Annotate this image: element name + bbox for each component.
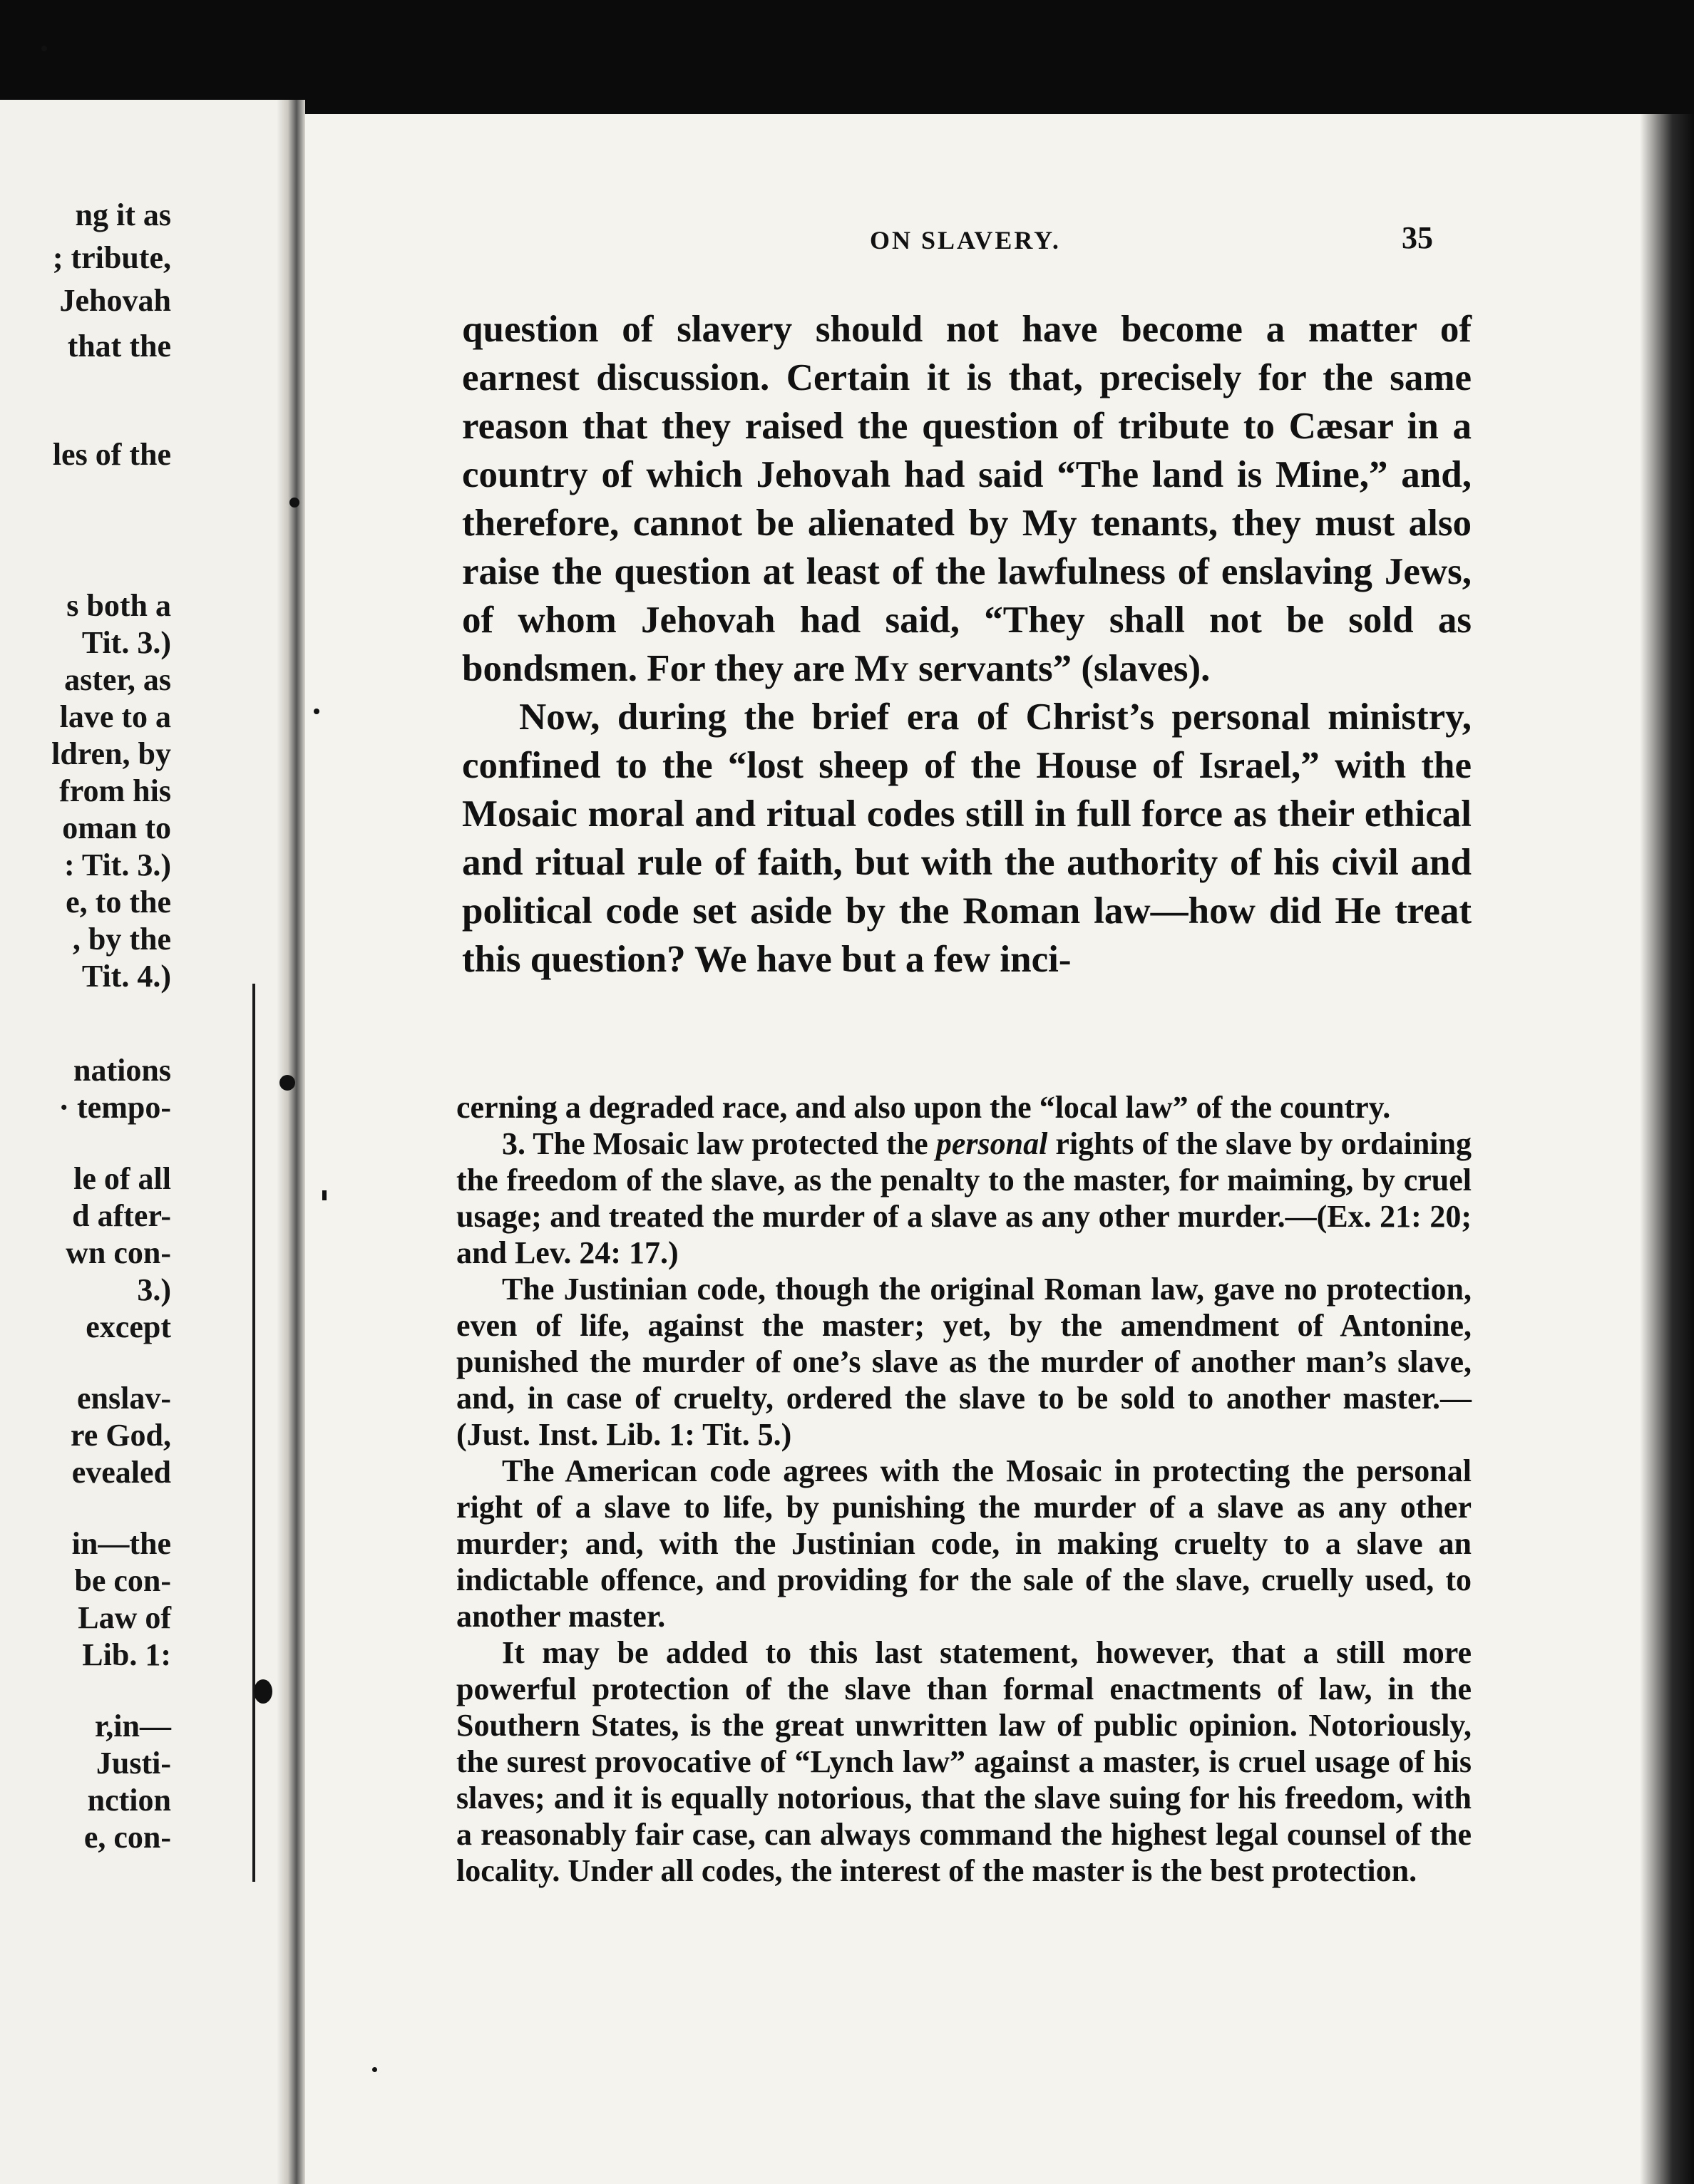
left-page-text-fragment: aster, as: [64, 662, 171, 697]
left-page-text-fragment: r,in—: [94, 1709, 171, 1743]
footnote-paragraph: The Justinian code, though the original Roman law, gave no protection, even of life, against the master; yet, by the amendment of Antonine, punished the murder of one’s slave as the murder of another man’s slave, and, in case of cruelty, ordered the slave to be sold to another master.—(Just. Inst. Lib. 1: Tit. 5.): [456, 1272, 1472, 1452]
left-page-text-fragment: nction: [87, 1783, 171, 1818]
left-page-text-fragment: oman to: [62, 810, 171, 845]
footnote-block: [456, 1089, 1472, 1889]
left-page-text-fragment: ng it as: [75, 197, 171, 232]
book-gutter: [277, 100, 305, 2184]
left-page-text-fragment: Jehovah: [59, 283, 171, 318]
emphasis: personal: [935, 1126, 1048, 1161]
main-text-block: [462, 305, 1472, 984]
left-page-text-fragment: ldren, by: [51, 736, 171, 771]
footnote-paragraph: [456, 1126, 1472, 1271]
left-page-text-fragment: Tit. 4.): [81, 959, 171, 994]
left-page-text-fragment: enslav-: [77, 1381, 171, 1416]
paragraph-text: question of slavery should not have become a matter of earnest discussion. Certain it is that, precisely for the same reason that they raised the question of tribute to Cæsar in a country of which Jehovah had said “The land is Mine,” and, therefore, cannot be alienated by My tenants, they must also raise the question at least of the lawfulness of enslaving Jews, of whom Jehovah had said, “They shall not be sold as bondsmen. For they are: [462, 309, 1472, 689]
bleed-through: ﾠ: [784, 247, 811, 277]
left-page-text-fragment: evealed: [71, 1455, 171, 1490]
left-page-text-fragment: re God,: [71, 1418, 171, 1453]
spine-mark: [254, 1679, 272, 1704]
running-head: ON SLAVERY.: [870, 226, 1061, 254]
left-page-text-fragment: in—the: [71, 1526, 171, 1561]
left-page-text-fragment: d after-: [72, 1198, 171, 1233]
left-page-text-fragment: e, con-: [83, 1820, 171, 1855]
left-page-text-fragment: les of the: [52, 437, 171, 472]
left-page-text-fragment: nations: [73, 1053, 171, 1088]
footnote-paragraph: The American code agrees with the Mosaic in protecting the personal right of a slave to life, by punishing the murder of a slave as any other murder; and, with the Justinian code, in making cruelty to a slave an indictable offence, and providing for the sale of the slave, cruelly used, to another master.: [456, 1453, 1472, 1634]
spine-line: [252, 984, 255, 1882]
footnote-paragraph: cerning a degraded race, and also upon the “local law” of the country.: [456, 1090, 1391, 1125]
spine-mark: [279, 1075, 295, 1091]
footnote-text: rights of the slave by ordaining the freedom of the slave, as the penalty to the master, for maiming, by cruel usage; and treated the murder of a slave as any other murder.—(Ex. 21: 20; and Lev. 24: 17.): [456, 1126, 1472, 1270]
left-page-text-fragment: s both a: [66, 588, 171, 623]
left-page-text-fragment: from his: [59, 773, 171, 808]
speck: [322, 1190, 327, 1200]
left-page-text-fragment: ; tribute,: [52, 240, 171, 275]
left-page-text-fragment: le of all: [73, 1161, 171, 1196]
left-page-text-fragment: wn con-: [66, 1235, 171, 1270]
speck: [41, 46, 47, 51]
left-page-text-fragment: , by the: [72, 922, 171, 957]
left-page-text-fragment: Lib. 1:: [82, 1637, 171, 1672]
paragraph: [462, 305, 1472, 693]
page-edge-shadow: [1640, 114, 1694, 2184]
left-page-text-fragment: except: [86, 1309, 171, 1344]
left-page-text-fragment: 3.): [137, 1272, 171, 1307]
footnote-text: 3. The Mosaic law protected the: [502, 1126, 928, 1161]
speck: [314, 709, 319, 714]
footnote-paragraph: It may be added to this last statement, however, that a still more powerful protection of the slave than formal enactments of law, in the Southern States, is the great unwritten law of public opinion. Notoriously, the surest provocative of “Lynch law” against a master, is cruel usage of his slaves; and it is equally notorious, that the slave suing for his freedom, with a reasonably fair case, can always command the highest legal counsel of the locality. Under all codes, the interest of the master is the best protection.: [456, 1635, 1472, 1888]
left-page-text-fragment: lave to a: [59, 699, 171, 734]
left-page-text-fragment: Tit. 3.): [81, 625, 171, 660]
page-number: 35: [1402, 220, 1433, 255]
paragraph-text: servants” (slaves).: [918, 648, 1211, 689]
left-page-text-fragment: : Tit. 3.): [64, 848, 171, 882]
left-page-text-fragment: · tempo-: [58, 1090, 171, 1125]
smallcaps-word: My: [854, 648, 909, 689]
left-page-text-fragment: Law of: [78, 1600, 171, 1635]
speck: [372, 2067, 377, 2072]
left-page-text-fragment: e, to the: [66, 885, 171, 920]
paragraph: Now, during the brief era of Christ’s personal ministry, confined to the “lost sheep of the House of Israel,” with the Mosaic moral and ritual codes still in full force as their ethical and ritual rule of faith, but with the authority of his civil and political code set aside by the Roman law—how did He treat this question? We have but a few inci-: [462, 696, 1472, 980]
left-page-text-fragment: Justi-: [96, 1746, 171, 1781]
left-page-text-fragment: that the: [67, 329, 171, 364]
spine-mark: [289, 498, 299, 508]
left-page-text-fragment: be con-: [74, 1563, 171, 1598]
